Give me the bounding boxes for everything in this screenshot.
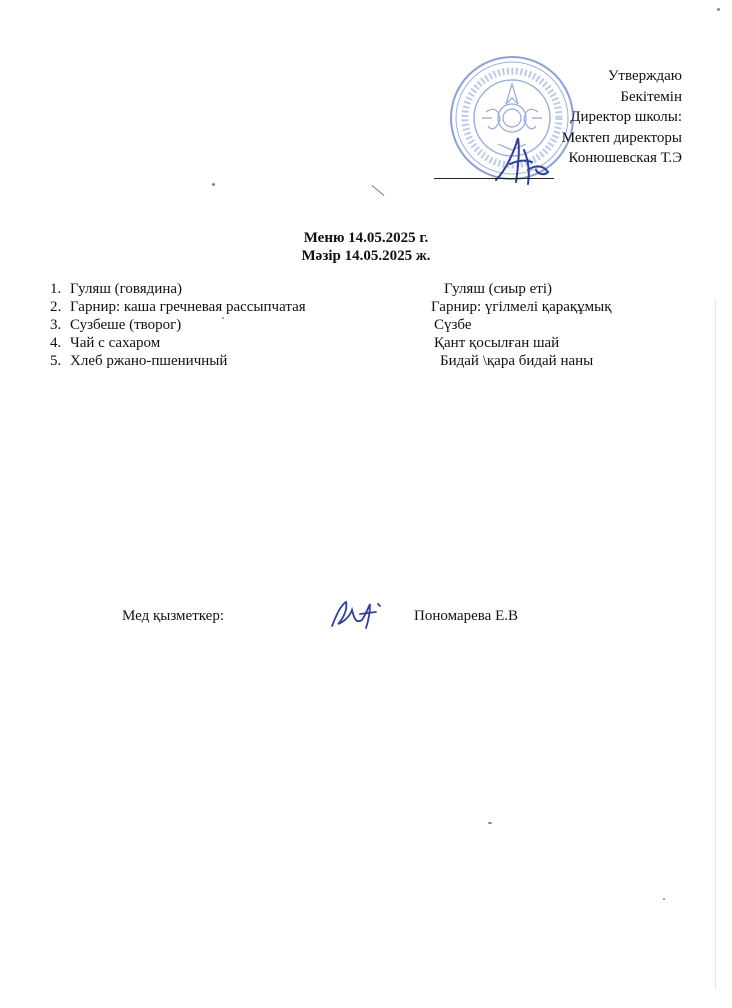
menu-item (50, 279, 690, 299)
menu-item (50, 297, 690, 317)
director-name: Конюшевская Т.Э (568, 150, 682, 166)
approval-block (562, 66, 682, 169)
menu-item-number: 3. (50, 317, 62, 333)
director-signature (488, 130, 558, 188)
approval-line: Мектеп директоры (561, 129, 682, 146)
menu-item-ru: Чай с сахаром (70, 335, 161, 351)
menu-title-ru: Меню 14.05.2025 г. (303, 230, 429, 246)
menu-item-ru: Сузбеше (творог) (70, 317, 182, 333)
menu-item-kk: Бидай \қара бидай наны (440, 353, 594, 369)
menu-item-number: 2. (50, 299, 62, 315)
scan-speck (212, 183, 215, 186)
scan-speck (717, 8, 720, 11)
approval-line: Утверждаю (607, 68, 682, 84)
medical-staff-label: Мед қызметкер: (122, 608, 225, 624)
menu-item-number: 5. (50, 353, 62, 369)
scan-speck (222, 317, 224, 319)
scan-speck (488, 822, 492, 824)
menu-item (50, 315, 690, 335)
menu-item (50, 333, 690, 353)
scan-speck (663, 898, 665, 900)
menu-item-number: 1. (50, 281, 62, 297)
menu-title-kk: Мәзір 14.05.2025 ж. (301, 248, 431, 264)
approval-line: Бекітемін (620, 88, 682, 105)
menu-item-number: 4. (50, 335, 62, 351)
menu-item-kk: Қант қосылған шай (434, 335, 560, 351)
menu-item-kk: Сүзбе (434, 317, 472, 333)
signature-line (434, 178, 554, 179)
approval-line: Директор школы: (570, 109, 682, 125)
medical-staff-signature (326, 596, 386, 632)
menu-item (50, 351, 690, 371)
medical-staff-name: Пономарева Е.В (414, 608, 518, 624)
scan-mark (372, 185, 385, 196)
menu-item-ru: Хлеб ржано-пшеничный (70, 353, 228, 369)
menu-item-kk: Гарнир: үгілмелі қарақұмық (431, 299, 612, 315)
scan-edge (715, 300, 716, 990)
menu-item-ru: Гарнир: каша гречневая рассыпчатая (70, 299, 306, 315)
menu-item-kk: Гуляш (сиыр еті) (444, 281, 553, 297)
menu-item-ru: Гуляш (говядина) (70, 281, 183, 297)
